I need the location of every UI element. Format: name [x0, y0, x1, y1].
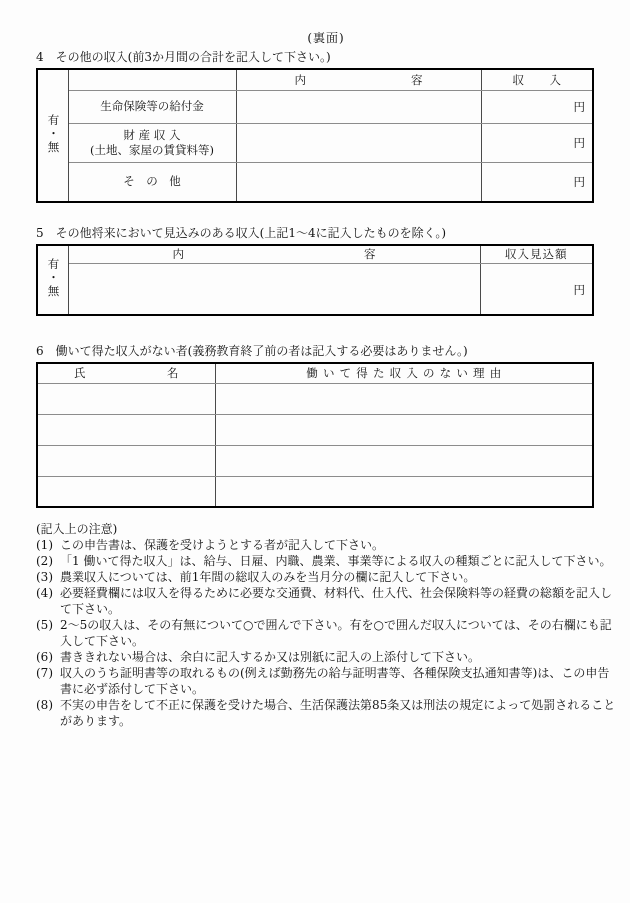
- note-marker: (4): [36, 586, 53, 600]
- yen-unit: 円: [573, 283, 585, 298]
- yen-unit: 円: [573, 99, 585, 114]
- section4-title: 4 その他の収入(前3か月間の合計を記入して下さい。): [36, 50, 331, 64]
- presence-cell[interactable]: [37, 245, 68, 315]
- table-row: [37, 263, 593, 315]
- presence-label[interactable]: 有・無: [46, 113, 61, 155]
- table-row: [37, 383, 593, 414]
- content-input-cell[interactable]: [236, 90, 481, 123]
- note-text: この申告書は、保護を受けようとする者が記入して下さい。: [60, 538, 385, 552]
- amount-header: 収入: [481, 69, 593, 90]
- row-label-other: そ の 他: [68, 162, 236, 202]
- note-marker: (7): [36, 666, 53, 680]
- reason-input-cell[interactable]: [215, 414, 593, 445]
- reason-input-cell[interactable]: [215, 445, 593, 476]
- name-input-cell[interactable]: [37, 383, 215, 414]
- notes-section: [36, 521, 616, 729]
- note-marker: (1): [36, 538, 53, 552]
- other-income-table: [36, 68, 594, 203]
- note-text: 不実の申告をして不正に保護を受けた場合、生活保護法第85条又は刑法の規定によって処罰されることがあります。: [60, 698, 616, 728]
- notes-heading: (記入上の注意): [36, 522, 118, 536]
- name-input-cell[interactable]: [37, 445, 215, 476]
- presence-label[interactable]: 有・無: [46, 258, 61, 299]
- content-header: 内容: [68, 245, 480, 263]
- note-item-8: [36, 697, 616, 729]
- row-label-life-insurance: 生命保険等の給付金: [68, 90, 236, 123]
- yen-unit: 円: [573, 174, 585, 189]
- amount-input-cell[interactable]: [480, 263, 593, 315]
- reason-header: 働いて得た収入のない理由: [215, 363, 593, 383]
- amount-input-cell[interactable]: [481, 90, 593, 123]
- note-text: 農業収入については、前1年間の総収入のみを当月分の欄に記入して下さい。: [60, 570, 476, 584]
- table-row: [37, 162, 593, 202]
- amount-header: 収入見込額: [480, 245, 593, 263]
- note-item-1: [36, 537, 616, 553]
- content-input-cell[interactable]: [236, 162, 481, 202]
- note-marker: (8): [36, 698, 53, 712]
- note-item-2: [36, 553, 616, 569]
- name-header: 氏名: [37, 363, 215, 383]
- note-marker: (2): [36, 554, 53, 568]
- content-input-cell[interactable]: [236, 123, 481, 162]
- content-header: 内容: [236, 69, 481, 90]
- note-item-5: [36, 617, 616, 649]
- table-row: [37, 445, 593, 476]
- note-item-7: [36, 665, 616, 697]
- table-row: [37, 414, 593, 445]
- content-input-cell[interactable]: [68, 263, 480, 315]
- expected-income-table: [36, 244, 594, 316]
- note-text: 必要経費欄には収入を得るために必要な交通費、材料代、仕入代、社会保険料等の経費の総額を記入して下さい。: [60, 586, 613, 616]
- table-row: [37, 123, 593, 162]
- reason-input-cell[interactable]: [215, 383, 593, 414]
- note-item-4: [36, 585, 616, 617]
- note-item-6: [36, 649, 616, 665]
- row-label-property-income: 財 産 収 入 (土地、家屋の賃貸料等): [68, 123, 236, 162]
- presence-cell[interactable]: [37, 69, 68, 202]
- note-text: 「1 働いて得た収入」は、給与、日雇、内職、農業、事業等による収入の種類ごとに記入して下さい。: [60, 554, 612, 568]
- no-income-reason-table: [36, 362, 594, 508]
- note-text: 2〜5の収入は、その有無について○で囲んで下さい。有を○で囲んだ収入については、その右欄にも記入して下さい。: [60, 618, 612, 648]
- reason-input-cell[interactable]: [215, 476, 593, 507]
- section5-title: 5 その他将来において見込みのある収入(上記1〜4に記入したものを除く。): [36, 226, 447, 240]
- note-marker: (5): [36, 618, 53, 632]
- name-input-cell[interactable]: [37, 476, 215, 507]
- note-item-3: [36, 569, 616, 585]
- name-input-cell[interactable]: [37, 414, 215, 445]
- note-marker: (6): [36, 650, 53, 664]
- page-title: (裏面): [307, 31, 345, 45]
- amount-input-cell[interactable]: [481, 162, 593, 202]
- yen-unit: 円: [573, 135, 585, 150]
- section6-title: 6 働いて得た収入がない者(義務教育終了前の者は記入する必要はありません。): [36, 344, 468, 358]
- note-text: 書ききれない場合は、余白に記入するか又は別紙に記入の上添付して下さい。: [60, 650, 481, 664]
- note-text: 収入のうち証明書等の取れるもの(例えば勤務先の給与証明書等、各種保険支払通知書等)は、この申告書に必ず添付して下さい。: [60, 666, 610, 696]
- table-row: [37, 90, 593, 123]
- note-marker: (3): [36, 570, 53, 584]
- label-header-empty: [68, 69, 236, 90]
- table-row: [37, 476, 593, 507]
- amount-input-cell[interactable]: [481, 123, 593, 162]
